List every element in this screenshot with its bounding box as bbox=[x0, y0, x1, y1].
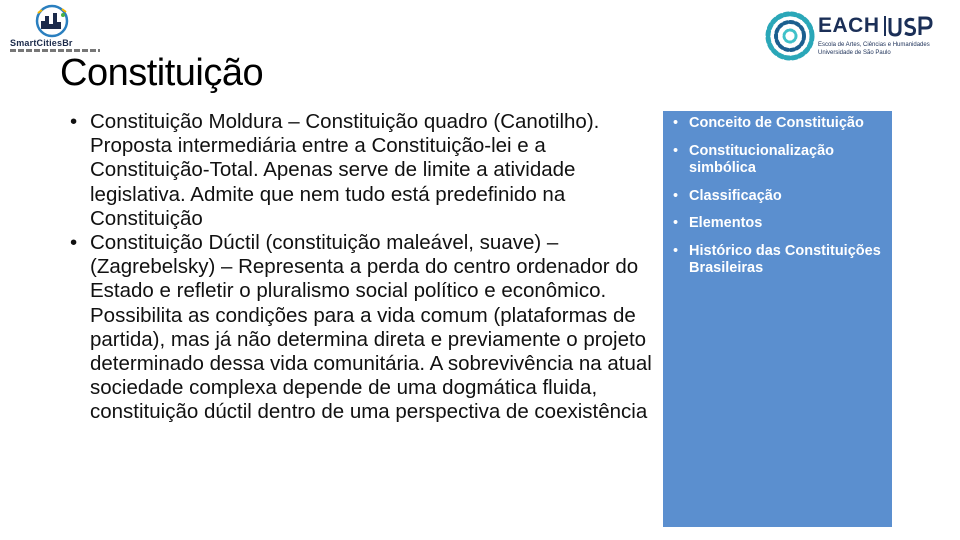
each-subtitle-school: Escola de Artes, Ciências e Humanidades bbox=[818, 42, 930, 48]
each-usp-logo bbox=[762, 8, 950, 66]
main-content bbox=[68, 110, 660, 425]
topic-constitucionalizacao: • Constitucionalização simbólica bbox=[671, 143, 884, 178]
bullet-constituicao-ductil: • Constituição Dúctil (constituição maleável, suave) – (Zagrebelsky) – Representa a perda do centro ordenador do Estado e refletir o pluralismo social político e econômico. Possibilita as condições para a vida comum (plataformas de partida), mas já não determina direta e previamente o projeto determinado dessa vida comunitária. A sobrevivência na atual sociedade complexa depende de uma dogmática fluida, constituição dúctil dentro de uma perspectiva de coexistência bbox=[68, 231, 660, 425]
topic-classificacao: • Classificação bbox=[671, 188, 884, 206]
topics-list bbox=[663, 111, 892, 278]
slide-title: Constituição bbox=[60, 52, 264, 94]
smartcities-emblem-icon bbox=[32, 4, 72, 38]
bullet-list bbox=[68, 110, 660, 425]
bullet-constituicao-moldura: • Constituição Moldura – Constituição quadro (Canotilho). Proposta intermediária entre a Constituição-lei e a Constituição-Total. Apenas serve de limite a atividade legislativa. Admite que nem tudo está predefinido na Constituição bbox=[68, 110, 660, 231]
smartcities-brand-text: SmartCitiesBr bbox=[10, 38, 73, 48]
topics-sidebar bbox=[663, 111, 892, 527]
smartcitiesbr-logo bbox=[10, 4, 92, 52]
each-ring-icon bbox=[764, 10, 816, 62]
topic-historico: • Histórico das Constituições Brasileiras bbox=[671, 243, 884, 278]
usp-mark-icon bbox=[884, 14, 938, 38]
topic-elementos: • Elementos bbox=[671, 215, 884, 233]
each-wordmark: EACH bbox=[818, 14, 880, 37]
topic-conceito: • Conceito de Constituição bbox=[671, 115, 884, 133]
each-subtitle-university: Universidade de São Paulo bbox=[818, 50, 891, 56]
